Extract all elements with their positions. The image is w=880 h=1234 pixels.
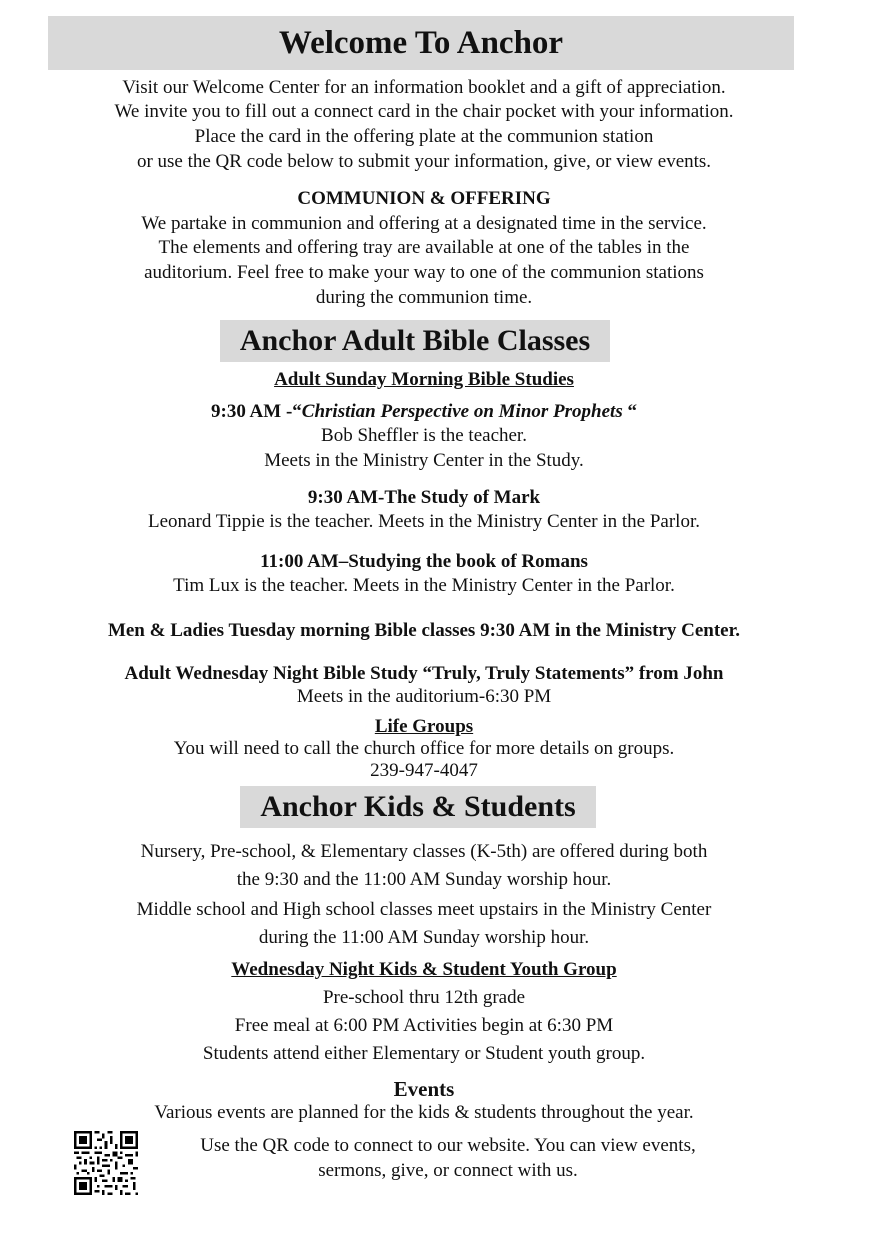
events-line: Various events are planned for the kids & students throughout the year.: [154, 1102, 694, 1123]
youth-line-3: Students attend either Elementary or Student youth group.: [202, 1043, 646, 1064]
qr-instructions-line-1: Use the QR code to connect to our website. You can view events,: [200, 1135, 696, 1156]
class2-title: 9:30 AM-The Study of Mark: [307, 487, 541, 508]
sunday-studies-heading: Adult Sunday Morning Bible Studies: [274, 369, 574, 390]
class1-name: Christian Perspective on Minor Prophets: [301, 401, 623, 422]
communion-line-4: during the communion time.: [315, 287, 533, 308]
youth-group-heading: Wednesday Night Kids & Student Youth Group: [231, 959, 617, 980]
class3-title: 11:00 AM–Studying the book of Romans: [260, 551, 588, 572]
kids-students-title: Anchor Kids & Students: [240, 786, 596, 828]
communion-line-3: auditorium. Feel free to make your way to one of the communion stations: [144, 262, 704, 283]
welcome-line-3: Place the card in the offering plate at the communion station: [194, 126, 654, 147]
kids-line-3: Middle school and High school classes meet upstairs in the Ministry Center: [136, 899, 712, 920]
communion-line-1: We partake in communion and offering at a designated time in the service.: [141, 213, 707, 234]
class1-time: 9:30 AM -“: [211, 401, 302, 422]
youth-line-2: Free meal at 6:00 PM Activities begin at 6:30 PM: [234, 1015, 614, 1036]
wednesday-study-title: Adult Wednesday Night Bible Study “Truly, Truly Statements” from John: [124, 663, 724, 684]
church-phone: 239-947-4047: [370, 760, 478, 781]
class1-location: Meets in the Ministry Center in the Study.: [264, 450, 584, 471]
communion-heading: COMMUNION & OFFERING: [297, 188, 551, 209]
life-groups-heading: Life Groups: [374, 716, 474, 737]
class3-detail: Tim Lux is the teacher. Meets in the Ministry Center in the Parlor.: [173, 575, 675, 596]
class1-end: “: [622, 401, 637, 422]
youth-line-1: Pre-school thru 12th grade: [322, 987, 526, 1008]
welcome-line-4: or use the QR code below to submit your information, give, or view events.: [136, 151, 712, 172]
wednesday-study-detail: Meets in the auditorium-6:30 PM: [296, 686, 552, 707]
class2-detail: Leonard Tippie is the teacher. Meets in the Ministry Center in the Parlor.: [148, 511, 700, 532]
adult-classes-title: Anchor Adult Bible Classes: [220, 320, 610, 362]
welcome-line-2: We invite you to fill out a connect card in the chair pocket with your information.: [114, 101, 734, 122]
class1-title: [0, 400, 848, 424]
qr-code-icon[interactable]: [74, 1131, 138, 1195]
kids-line-2: the 9:30 and the 11:00 AM Sunday worship hour.: [236, 869, 612, 890]
events-heading: Events: [393, 1077, 455, 1101]
kids-line-1: Nursery, Pre-school, & Elementary classes (K-5th) are offered during both: [140, 841, 708, 862]
welcome-line-1: Visit our Welcome Center for an information booklet and a gift of appreciation.: [122, 77, 726, 98]
qr-instructions-line-2: sermons, give, or connect with us.: [318, 1160, 578, 1181]
tuesday-classes: Men & Ladies Tuesday morning Bible classes 9:30 AM in the Ministry Center.: [107, 620, 741, 641]
life-groups-detail: You will need to call the church office for more details on groups.: [173, 738, 675, 759]
communion-line-2: The elements and offering tray are available at one of the tables in the: [158, 237, 690, 258]
welcome-title: Welcome To Anchor: [48, 16, 794, 70]
kids-line-4: during the 11:00 AM Sunday worship hour.: [258, 927, 590, 948]
class1-teacher: Bob Sheffler is the teacher.: [321, 425, 527, 446]
